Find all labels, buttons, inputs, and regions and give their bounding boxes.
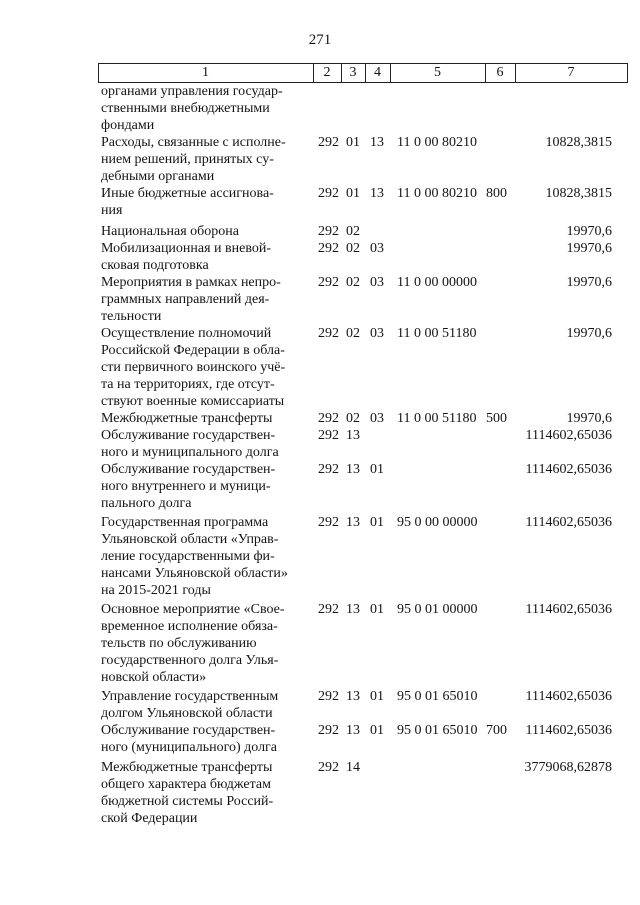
cell-c3: 02 [346, 411, 360, 426]
cell-c3: 02 [346, 275, 360, 290]
cell-c2: 292 [318, 411, 339, 426]
cell-c7: 19970,6 [566, 326, 612, 341]
header-col-1: 1 [202, 65, 209, 80]
cell-c7: 19970,6 [566, 275, 612, 290]
cell-c4: 01 [370, 462, 384, 477]
row-name: Мероприятия в рамках непро- граммных направлений дея- тельности [101, 275, 281, 324]
cell-c7: 19970,6 [566, 241, 612, 256]
cell-c2: 292 [318, 326, 339, 341]
cell-c5: 95 0 01 65010 [397, 723, 478, 738]
cell-c6: 500 [486, 411, 507, 426]
row-name: Межбюджетные трансферты общего характера бюджетам бюджетной системы Россий- ской Федерации [101, 760, 274, 826]
cell-c7: 1114602,65036 [525, 689, 612, 704]
cell-c7: 10828,3815 [545, 186, 612, 201]
cell-c7: 3779068,62878 [524, 760, 612, 775]
row-name: Обслуживание государствен- ного внутреннего и муници- пального долга [101, 462, 276, 511]
cell-c2: 292 [318, 689, 339, 704]
cell-c5: 11 0 00 80210 [397, 135, 477, 150]
cell-c3: 01 [346, 186, 360, 201]
cell-c4: 01 [370, 723, 384, 738]
cell-c4: 13 [370, 135, 384, 150]
row-name: Обслуживание государствен- ного и муниципального долга [101, 428, 279, 460]
cell-c7: 19970,6 [566, 224, 612, 239]
column-divider [627, 64, 628, 82]
cell-c3: 13 [346, 462, 360, 477]
cell-c3: 13 [346, 602, 360, 617]
cell-c3: 02 [346, 241, 360, 256]
cell-c7: 1114602,65036 [525, 428, 612, 443]
cell-c3: 13 [346, 723, 360, 738]
cell-c4: 03 [370, 326, 384, 341]
cell-c4: 01 [370, 602, 384, 617]
cell-c2: 292 [318, 275, 339, 290]
cell-c2: 292 [318, 186, 339, 201]
page-number: 271 [308, 32, 332, 48]
cell-c4: 03 [370, 275, 384, 290]
header-col-4: 4 [374, 65, 381, 80]
cell-c3: 14 [346, 760, 360, 775]
cell-c3: 13 [346, 689, 360, 704]
cell-c3: 13 [346, 515, 360, 530]
cell-c4: 03 [370, 241, 384, 256]
cell-c7: 19970,6 [566, 411, 612, 426]
cell-c3: 02 [346, 326, 360, 341]
cell-c2: 292 [318, 515, 339, 530]
row-name: органами управления государ- ственными внебюджетными фондами [101, 84, 283, 133]
cell-c2: 292 [318, 602, 339, 617]
cell-c5: 11 0 00 51180 [397, 326, 477, 341]
row-name: Иные бюджетные ассигнова- ния [101, 186, 274, 218]
row-name: Национальная оборона [101, 224, 239, 239]
cell-c2: 292 [318, 135, 339, 150]
cell-c7: 1114602,65036 [525, 462, 612, 477]
cell-c2: 292 [318, 241, 339, 256]
row-name: Межбюджетные трансферты [101, 411, 273, 426]
cell-c2: 292 [318, 723, 339, 738]
cell-c3: 13 [346, 428, 360, 443]
header-col-5: 5 [434, 65, 441, 80]
header-col-3: 3 [349, 65, 357, 80]
cell-c4: 13 [370, 186, 384, 201]
cell-c3: 02 [346, 224, 360, 239]
cell-c5: 95 0 00 00000 [397, 515, 478, 530]
cell-c2: 292 [318, 760, 339, 775]
row-name: Управление государственным долгом Ульяновской области [101, 689, 279, 721]
cell-c4: 03 [370, 411, 384, 426]
row-name: Обслуживание государствен- ного (муниципального) долга [101, 723, 278, 755]
row-name: Осуществление полномочий Российской Федерации в обла- сти первичного воинского учё- та на территориях, где отсут- ствуют военные комиссариаты [101, 326, 286, 409]
cell-c2: 292 [318, 224, 339, 239]
header-col-2: 2 [323, 65, 331, 80]
cell-c4: 01 [370, 515, 384, 530]
header-col-6: 6 [496, 65, 504, 80]
table-header [98, 63, 628, 83]
row-name: Мобилизационная и вневой- сковая подготовка [101, 241, 272, 273]
row-name: Расходы, связанные с исполне- нием решений, принятых су- дебными органами [101, 135, 286, 184]
cell-c2: 292 [318, 462, 339, 477]
cell-c5: 11 0 00 51180 [397, 411, 477, 426]
cell-c6: 700 [486, 723, 507, 738]
cell-c7: 1114602,65036 [525, 723, 612, 738]
cell-c7: 1114602,65036 [525, 515, 612, 530]
cell-c5: 11 0 00 00000 [397, 275, 477, 290]
cell-c3: 01 [346, 135, 360, 150]
cell-c7: 10828,3815 [545, 135, 612, 150]
cell-c2: 292 [318, 428, 339, 443]
cell-c5: 11 0 00 80210 [397, 186, 477, 201]
cell-c6: 800 [486, 186, 507, 201]
cell-c5: 95 0 01 00000 [397, 602, 478, 617]
cell-c4: 01 [370, 689, 384, 704]
row-name: Государственная программа Ульяновской области «Управ- ление государственными фи- нансами Ульяновской области» на 2015-2021 годы [101, 515, 288, 598]
row-name: Основное мероприятие «Свое- временное исполнение обяза- тельств по обслуживанию государственного долга Улья- новской области» [101, 602, 285, 685]
cell-c5: 95 0 01 65010 [397, 689, 478, 704]
header-col-7: 7 [567, 65, 575, 80]
cell-c7: 1114602,65036 [525, 602, 612, 617]
